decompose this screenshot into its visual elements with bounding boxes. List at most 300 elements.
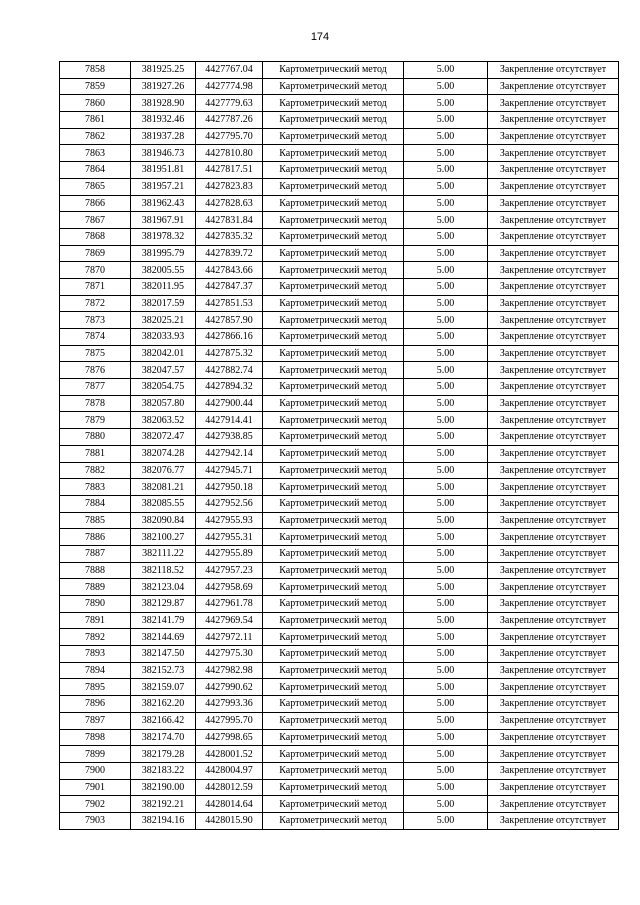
- method-cell: Картометрический метод: [263, 245, 404, 262]
- table-row: [60, 679, 619, 696]
- table-row: [60, 545, 619, 562]
- method-cell: Картометрический метод: [263, 329, 404, 346]
- table-body: [60, 62, 619, 830]
- table-row: [60, 696, 619, 713]
- fixation-cell: Закрепление отсутствует: [488, 746, 619, 763]
- x-coordinate-cell: 382076.77: [131, 462, 196, 479]
- y-coordinate-cell: 4427900.44: [196, 395, 263, 412]
- method-cell: Картометрический метод: [263, 495, 404, 512]
- y-coordinate-cell: 4427823.83: [196, 178, 263, 195]
- accuracy-cell: 5.00: [404, 746, 488, 763]
- point-number-cell: 7886: [60, 529, 131, 546]
- table-row: [60, 729, 619, 746]
- method-cell: Картометрический метод: [263, 646, 404, 663]
- point-number-cell: 7869: [60, 245, 131, 262]
- fixation-cell: Закрепление отсутствует: [488, 345, 619, 362]
- x-coordinate-cell: 382123.04: [131, 579, 196, 596]
- y-coordinate-cell: 4427955.31: [196, 529, 263, 546]
- x-coordinate-cell: 382192.21: [131, 796, 196, 813]
- table-row: [60, 379, 619, 396]
- method-cell: Картометрический метод: [263, 596, 404, 613]
- fixation-cell: Закрепление отсутствует: [488, 712, 619, 729]
- method-cell: Картометрический метод: [263, 362, 404, 379]
- table-row: [60, 579, 619, 596]
- y-coordinate-cell: 4427952.56: [196, 495, 263, 512]
- table-row: [60, 662, 619, 679]
- table-row: [60, 629, 619, 646]
- method-cell: Картометрический метод: [263, 796, 404, 813]
- y-coordinate-cell: 4427866.16: [196, 329, 263, 346]
- accuracy-cell: 5.00: [404, 596, 488, 613]
- y-coordinate-cell: 4427851.53: [196, 295, 263, 312]
- fixation-cell: Закрепление отсутствует: [488, 145, 619, 162]
- method-cell: Картометрический метод: [263, 729, 404, 746]
- fixation-cell: Закрепление отсутствует: [488, 245, 619, 262]
- fixation-cell: Закрепление отсутствует: [488, 512, 619, 529]
- fixation-cell: Закрепление отсутствует: [488, 262, 619, 279]
- method-cell: Картометрический метод: [263, 228, 404, 245]
- y-coordinate-cell: 4427990.62: [196, 679, 263, 696]
- point-number-cell: 7877: [60, 379, 131, 396]
- x-coordinate-cell: 382190.00: [131, 779, 196, 796]
- fixation-cell: Закрепление отсутствует: [488, 295, 619, 312]
- x-coordinate-cell: 382047.57: [131, 362, 196, 379]
- point-number-cell: 7865: [60, 178, 131, 195]
- y-coordinate-cell: 4427982.98: [196, 662, 263, 679]
- table-row: [60, 295, 619, 312]
- y-coordinate-cell: 4427831.84: [196, 212, 263, 229]
- fixation-cell: Закрепление отсутствует: [488, 679, 619, 696]
- method-cell: Картометрический метод: [263, 779, 404, 796]
- accuracy-cell: 5.00: [404, 278, 488, 295]
- method-cell: Картометрический метод: [263, 412, 404, 429]
- x-coordinate-cell: 381937.28: [131, 128, 196, 145]
- y-coordinate-cell: 4427847.37: [196, 278, 263, 295]
- point-number-cell: 7900: [60, 762, 131, 779]
- method-cell: Картометрический метод: [263, 212, 404, 229]
- x-coordinate-cell: 382152.73: [131, 662, 196, 679]
- table-row: [60, 95, 619, 112]
- point-number-cell: 7888: [60, 562, 131, 579]
- fixation-cell: Закрепление отсутствует: [488, 195, 619, 212]
- method-cell: Картометрический метод: [263, 579, 404, 596]
- point-number-cell: 7876: [60, 362, 131, 379]
- fixation-cell: Закрепление отсутствует: [488, 729, 619, 746]
- fixation-cell: Закрепление отсутствует: [488, 362, 619, 379]
- point-number-cell: 7896: [60, 696, 131, 713]
- point-number-cell: 7880: [60, 429, 131, 446]
- point-number-cell: 7885: [60, 512, 131, 529]
- y-coordinate-cell: 4427843.66: [196, 262, 263, 279]
- x-coordinate-cell: 382111.22: [131, 545, 196, 562]
- point-number-cell: 7859: [60, 78, 131, 95]
- accuracy-cell: 5.00: [404, 95, 488, 112]
- x-coordinate-cell: 382074.28: [131, 445, 196, 462]
- point-number-cell: 7883: [60, 479, 131, 496]
- accuracy-cell: 5.00: [404, 128, 488, 145]
- method-cell: Картометрический метод: [263, 529, 404, 546]
- table-row: [60, 312, 619, 329]
- method-cell: Картометрический метод: [263, 295, 404, 312]
- point-number-cell: 7881: [60, 445, 131, 462]
- accuracy-cell: 5.00: [404, 429, 488, 446]
- y-coordinate-cell: 4427828.63: [196, 195, 263, 212]
- point-number-cell: 7864: [60, 162, 131, 179]
- accuracy-cell: 5.00: [404, 646, 488, 663]
- accuracy-cell: 5.00: [404, 412, 488, 429]
- table-row: [60, 162, 619, 179]
- accuracy-cell: 5.00: [404, 512, 488, 529]
- y-coordinate-cell: 4427972.11: [196, 629, 263, 646]
- table-row: [60, 395, 619, 412]
- y-coordinate-cell: 4427810.80: [196, 145, 263, 162]
- method-cell: Картометрический метод: [263, 78, 404, 95]
- fixation-cell: Закрепление отсутствует: [488, 162, 619, 179]
- fixation-cell: Закрепление отсутствует: [488, 545, 619, 562]
- x-coordinate-cell: 381925.25: [131, 62, 196, 79]
- y-coordinate-cell: 4427835.32: [196, 228, 263, 245]
- point-number-cell: 7889: [60, 579, 131, 596]
- point-number-cell: 7868: [60, 228, 131, 245]
- table-row: [60, 178, 619, 195]
- accuracy-cell: 5.00: [404, 329, 488, 346]
- x-coordinate-cell: 382057.80: [131, 395, 196, 412]
- method-cell: Картометрический метод: [263, 162, 404, 179]
- point-number-cell: 7870: [60, 262, 131, 279]
- accuracy-cell: 5.00: [404, 712, 488, 729]
- fixation-cell: Закрепление отсутствует: [488, 495, 619, 512]
- table-row: [60, 762, 619, 779]
- accuracy-cell: 5.00: [404, 112, 488, 129]
- fixation-cell: Закрепление отсутствует: [488, 662, 619, 679]
- fixation-cell: Закрепление отсутствует: [488, 562, 619, 579]
- accuracy-cell: 5.00: [404, 162, 488, 179]
- x-coordinate-cell: 382042.01: [131, 345, 196, 362]
- x-coordinate-cell: 381927.26: [131, 78, 196, 95]
- y-coordinate-cell: 4427894.32: [196, 379, 263, 396]
- fixation-cell: Закрепление отсутствует: [488, 212, 619, 229]
- table-row: [60, 145, 619, 162]
- y-coordinate-cell: 4428014.64: [196, 796, 263, 813]
- fixation-cell: Закрепление отсутствует: [488, 812, 619, 829]
- table-row: [60, 596, 619, 613]
- table-row: [60, 62, 619, 79]
- accuracy-cell: 5.00: [404, 545, 488, 562]
- y-coordinate-cell: 4428004.97: [196, 762, 263, 779]
- method-cell: Картометрический метод: [263, 262, 404, 279]
- method-cell: Картометрический метод: [263, 278, 404, 295]
- x-coordinate-cell: 382144.69: [131, 629, 196, 646]
- point-number-cell: 7899: [60, 746, 131, 763]
- table-row: [60, 495, 619, 512]
- x-coordinate-cell: 382085.55: [131, 495, 196, 512]
- x-coordinate-cell: 382100.27: [131, 529, 196, 546]
- fixation-cell: Закрепление отсутствует: [488, 596, 619, 613]
- x-coordinate-cell: 381978.32: [131, 228, 196, 245]
- accuracy-cell: 5.00: [404, 228, 488, 245]
- point-number-cell: 7895: [60, 679, 131, 696]
- method-cell: Картометрический метод: [263, 345, 404, 362]
- fixation-cell: Закрепление отсутствует: [488, 62, 619, 79]
- accuracy-cell: 5.00: [404, 445, 488, 462]
- accuracy-cell: 5.00: [404, 495, 488, 512]
- fixation-cell: Закрепление отсутствует: [488, 228, 619, 245]
- point-number-cell: 7872: [60, 295, 131, 312]
- y-coordinate-cell: 4427774.98: [196, 78, 263, 95]
- method-cell: Картометрический метод: [263, 712, 404, 729]
- fixation-cell: Закрепление отсутствует: [488, 395, 619, 412]
- fixation-cell: Закрепление отсутствует: [488, 445, 619, 462]
- table-row: [60, 712, 619, 729]
- accuracy-cell: 5.00: [404, 379, 488, 396]
- method-cell: Картометрический метод: [263, 445, 404, 462]
- point-number-cell: 7903: [60, 812, 131, 829]
- point-number-cell: 7901: [60, 779, 131, 796]
- fixation-cell: Закрепление отсутствует: [488, 646, 619, 663]
- x-coordinate-cell: 382054.75: [131, 379, 196, 396]
- accuracy-cell: 5.00: [404, 362, 488, 379]
- method-cell: Картометрический метод: [263, 178, 404, 195]
- accuracy-cell: 5.00: [404, 662, 488, 679]
- accuracy-cell: 5.00: [404, 295, 488, 312]
- x-coordinate-cell: 381932.46: [131, 112, 196, 129]
- table-row: [60, 212, 619, 229]
- fixation-cell: Закрепление отсутствует: [488, 579, 619, 596]
- y-coordinate-cell: 4428012.59: [196, 779, 263, 796]
- method-cell: Картометрический метод: [263, 812, 404, 829]
- table-row: [60, 195, 619, 212]
- y-coordinate-cell: 4427914.41: [196, 412, 263, 429]
- method-cell: Картометрический метод: [263, 746, 404, 763]
- table-row: [60, 445, 619, 462]
- x-coordinate-cell: 382147.50: [131, 646, 196, 663]
- table-row: [60, 512, 619, 529]
- x-coordinate-cell: 382072.47: [131, 429, 196, 446]
- y-coordinate-cell: 4427975.30: [196, 646, 263, 663]
- y-coordinate-cell: 4427993.36: [196, 696, 263, 713]
- x-coordinate-cell: 382011.95: [131, 278, 196, 295]
- fixation-cell: Закрепление отсутствует: [488, 429, 619, 446]
- accuracy-cell: 5.00: [404, 195, 488, 212]
- table-row: [60, 562, 619, 579]
- coordinates-table: [59, 61, 619, 830]
- y-coordinate-cell: 4427787.26: [196, 112, 263, 129]
- fixation-cell: Закрепление отсутствует: [488, 112, 619, 129]
- method-cell: Картометрический метод: [263, 195, 404, 212]
- point-number-cell: 7884: [60, 495, 131, 512]
- accuracy-cell: 5.00: [404, 345, 488, 362]
- point-number-cell: 7874: [60, 329, 131, 346]
- x-coordinate-cell: 381957.21: [131, 178, 196, 195]
- accuracy-cell: 5.00: [404, 696, 488, 713]
- table-row: [60, 412, 619, 429]
- accuracy-cell: 5.00: [404, 62, 488, 79]
- x-coordinate-cell: 382025.21: [131, 312, 196, 329]
- x-coordinate-cell: 381946.73: [131, 145, 196, 162]
- y-coordinate-cell: 4428015.90: [196, 812, 263, 829]
- table-row: [60, 128, 619, 145]
- y-coordinate-cell: 4427882.74: [196, 362, 263, 379]
- accuracy-cell: 5.00: [404, 629, 488, 646]
- point-number-cell: 7894: [60, 662, 131, 679]
- accuracy-cell: 5.00: [404, 78, 488, 95]
- method-cell: Картометрический метод: [263, 95, 404, 112]
- y-coordinate-cell: 4427945.71: [196, 462, 263, 479]
- accuracy-cell: 5.00: [404, 812, 488, 829]
- x-coordinate-cell: 381951.81: [131, 162, 196, 179]
- accuracy-cell: 5.00: [404, 579, 488, 596]
- method-cell: Картометрический метод: [263, 629, 404, 646]
- x-coordinate-cell: 382017.59: [131, 295, 196, 312]
- method-cell: Картометрический метод: [263, 545, 404, 562]
- x-coordinate-cell: 382183.22: [131, 762, 196, 779]
- method-cell: Картометрический метод: [263, 696, 404, 713]
- x-coordinate-cell: 382063.52: [131, 412, 196, 429]
- fixation-cell: Закрепление отсутствует: [488, 412, 619, 429]
- fixation-cell: Закрепление отсутствует: [488, 612, 619, 629]
- table-row: [60, 646, 619, 663]
- point-number-cell: 7867: [60, 212, 131, 229]
- y-coordinate-cell: 4427950.18: [196, 479, 263, 496]
- y-coordinate-cell: 4427938.85: [196, 429, 263, 446]
- x-coordinate-cell: 381962.43: [131, 195, 196, 212]
- fixation-cell: Закрепление отсутствует: [488, 312, 619, 329]
- point-number-cell: 7879: [60, 412, 131, 429]
- fixation-cell: Закрепление отсутствует: [488, 78, 619, 95]
- table-row: [60, 796, 619, 813]
- x-coordinate-cell: 382118.52: [131, 562, 196, 579]
- point-number-cell: 7892: [60, 629, 131, 646]
- x-coordinate-cell: 382162.20: [131, 696, 196, 713]
- table-row: [60, 529, 619, 546]
- method-cell: Картометрический метод: [263, 612, 404, 629]
- point-number-cell: 7893: [60, 646, 131, 663]
- x-coordinate-cell: 382166.42: [131, 712, 196, 729]
- point-number-cell: 7871: [60, 278, 131, 295]
- accuracy-cell: 5.00: [404, 612, 488, 629]
- method-cell: Картометрический метод: [263, 62, 404, 79]
- fixation-cell: Закрепление отсутствует: [488, 128, 619, 145]
- y-coordinate-cell: 4427767.04: [196, 62, 263, 79]
- x-coordinate-cell: 382141.79: [131, 612, 196, 629]
- table-row: [60, 245, 619, 262]
- x-coordinate-cell: 382159.07: [131, 679, 196, 696]
- point-number-cell: 7882: [60, 462, 131, 479]
- fixation-cell: Закрепление отсутствует: [488, 178, 619, 195]
- x-coordinate-cell: 382081.21: [131, 479, 196, 496]
- point-number-cell: 7890: [60, 596, 131, 613]
- point-number-cell: 7897: [60, 712, 131, 729]
- x-coordinate-cell: 382174.70: [131, 729, 196, 746]
- x-coordinate-cell: 382129.87: [131, 596, 196, 613]
- accuracy-cell: 5.00: [404, 762, 488, 779]
- table-row: [60, 479, 619, 496]
- fixation-cell: Закрепление отсутствует: [488, 762, 619, 779]
- y-coordinate-cell: 4427957.23: [196, 562, 263, 579]
- fixation-cell: Закрепление отсутствует: [488, 696, 619, 713]
- point-number-cell: 7861: [60, 112, 131, 129]
- x-coordinate-cell: 381928.90: [131, 95, 196, 112]
- accuracy-cell: 5.00: [404, 779, 488, 796]
- x-coordinate-cell: 382090.84: [131, 512, 196, 529]
- accuracy-cell: 5.00: [404, 395, 488, 412]
- method-cell: Картометрический метод: [263, 479, 404, 496]
- table-row: [60, 462, 619, 479]
- accuracy-cell: 5.00: [404, 178, 488, 195]
- point-number-cell: 7875: [60, 345, 131, 362]
- point-number-cell: 7866: [60, 195, 131, 212]
- table-row: [60, 78, 619, 95]
- point-number-cell: 7862: [60, 128, 131, 145]
- table-row: [60, 228, 619, 245]
- point-number-cell: 7902: [60, 796, 131, 813]
- fixation-cell: Закрепление отсутствует: [488, 95, 619, 112]
- method-cell: Картометрический метод: [263, 562, 404, 579]
- y-coordinate-cell: 4427795.70: [196, 128, 263, 145]
- point-number-cell: 7887: [60, 545, 131, 562]
- method-cell: Картометрический метод: [263, 395, 404, 412]
- x-coordinate-cell: 382179.28: [131, 746, 196, 763]
- table-row: [60, 329, 619, 346]
- table-row: [60, 746, 619, 763]
- fixation-cell: Закрепление отсутствует: [488, 629, 619, 646]
- method-cell: Картометрический метод: [263, 679, 404, 696]
- table-row: [60, 429, 619, 446]
- y-coordinate-cell: 4427955.89: [196, 545, 263, 562]
- y-coordinate-cell: 4427857.90: [196, 312, 263, 329]
- y-coordinate-cell: 4427998.65: [196, 729, 263, 746]
- point-number-cell: 7891: [60, 612, 131, 629]
- y-coordinate-cell: 4427875.32: [196, 345, 263, 362]
- table-row: [60, 362, 619, 379]
- point-number-cell: 7863: [60, 145, 131, 162]
- method-cell: Картометрический метод: [263, 145, 404, 162]
- y-coordinate-cell: 4427942.14: [196, 445, 263, 462]
- y-coordinate-cell: 4427839.72: [196, 245, 263, 262]
- x-coordinate-cell: 381995.79: [131, 245, 196, 262]
- method-cell: Картометрический метод: [263, 112, 404, 129]
- method-cell: Картометрический метод: [263, 429, 404, 446]
- accuracy-cell: 5.00: [404, 562, 488, 579]
- table-row: [60, 612, 619, 629]
- accuracy-cell: 5.00: [404, 312, 488, 329]
- fixation-cell: Закрепление отсутствует: [488, 479, 619, 496]
- x-coordinate-cell: 382194.16: [131, 812, 196, 829]
- x-coordinate-cell: 382005.55: [131, 262, 196, 279]
- method-cell: Картометрический метод: [263, 512, 404, 529]
- y-coordinate-cell: 4427958.69: [196, 579, 263, 596]
- y-coordinate-cell: 4428001.52: [196, 746, 263, 763]
- y-coordinate-cell: 4427817.51: [196, 162, 263, 179]
- accuracy-cell: 5.00: [404, 462, 488, 479]
- accuracy-cell: 5.00: [404, 679, 488, 696]
- fixation-cell: Закрепление отсутствует: [488, 462, 619, 479]
- x-coordinate-cell: 382033.93: [131, 329, 196, 346]
- fixation-cell: Закрепление отсутствует: [488, 529, 619, 546]
- method-cell: Картометрический метод: [263, 462, 404, 479]
- method-cell: Картометрический метод: [263, 312, 404, 329]
- method-cell: Картометрический метод: [263, 128, 404, 145]
- table-row: [60, 262, 619, 279]
- table-row: [60, 779, 619, 796]
- table-row: [60, 278, 619, 295]
- accuracy-cell: 5.00: [404, 729, 488, 746]
- y-coordinate-cell: 4427995.70: [196, 712, 263, 729]
- method-cell: Картометрический метод: [263, 762, 404, 779]
- point-number-cell: 7860: [60, 95, 131, 112]
- y-coordinate-cell: 4427955.93: [196, 512, 263, 529]
- y-coordinate-cell: 4427961.78: [196, 596, 263, 613]
